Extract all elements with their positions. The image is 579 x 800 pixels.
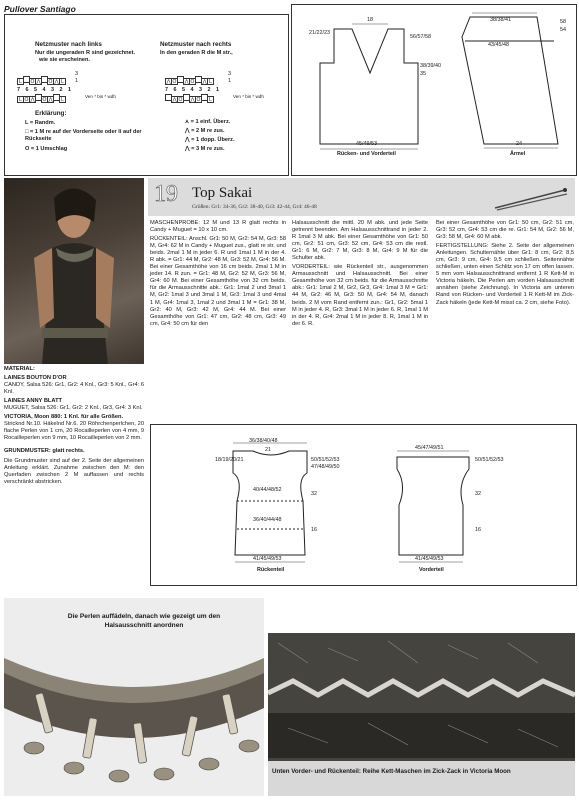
pattern-chart-box (4, 14, 289, 176)
dim-neck: 18 (367, 17, 373, 23)
page-header: Pullover Santiago (4, 4, 76, 14)
dim-side: 38/39/40 (420, 63, 441, 69)
bottom-schematic-box (150, 424, 577, 586)
model-photo (4, 178, 144, 364)
dim-front-16: 16 (475, 527, 481, 533)
dim-back-neck: 21 (265, 447, 271, 453)
dim-back-16: 16 (311, 527, 317, 533)
dim-back-low: 36/40/44/48 (253, 517, 282, 523)
dim-front-h: 50/51/52/53 (475, 457, 504, 463)
dim-back-top: 36/38/40/48 (249, 438, 278, 444)
dim-back-h2: 47/48/49/50 (311, 464, 340, 470)
material-tools: Stricknd Nr.10. Häkelnd Nr.6. 20 Röhrchenperlchen, 20 flache Perlen von 1 cm, 20 Rocailleperlen von 4 mm, 9 Rocailleperlen von 9 mm, 10 Rocailleperlen von 2 mm. (4, 421, 144, 442)
left-row-numbers: 7 6 5 4 3 2 1 (17, 87, 73, 93)
vorderteil-end-text: Bei einer Gesamthöhe von Gr1: 50 cm, Gr2: 51 cm, Gr3: 52 cm, Gr4: 53 cm die re. Gr1: 54 M, Gr2: 56 M, Gr3: 58 M, Gr4: 60 M abk. (436, 220, 574, 241)
pattern-right-title: Netzmuster nach rechts (160, 41, 232, 48)
material-line: VICTORIA, Moon 880: 1 Knl. für alle Größen. (4, 414, 124, 421)
dim-side-2: 35 (420, 71, 426, 77)
right-row-3: 3 (228, 71, 231, 77)
maschenprobe-text: MASCHENPROBE: 12 M und 13 R glatt rechts in Candy + Muguet = 10 x 10 cm. (150, 220, 286, 234)
grund-text: Die Grundmuster sind auf der 2. Seite der allgemeinen Anleitung erklärt. Zunahme zwischen den M: den Querfaden zwischen 2 M auffassen und rechts verschränkt abstricken. (4, 457, 144, 485)
chart-grid-right: ⋀ O ⋀ O ⋀ L ⋀ O ⋀ O L (165, 70, 213, 106)
halsausschnitt-text: Halsausschnitt die mittl. 20 M abk. und jede Seite getrennt beenden. Am Halsausschnittrand in jeder 2. R 1mal 3 M abk. Bei einer Gesamthöhe von Gr1: 50 cm, Gr2: 51 cm, Gr3: 52 cm, Gr4: 53 cm die restl. Gr1: 6 M, Gr2: 7 M, Gr3: 8 M, Gr4: 9 M für die Schulter abk. (292, 220, 428, 262)
article-number: 19 (154, 181, 178, 207)
dim-front-bottom: 41/45/49/53 (415, 556, 444, 562)
edge-photo (268, 633, 575, 796)
dim-back-arm: 18/19/20/21 (215, 457, 244, 463)
legend-right (185, 119, 280, 153)
dim-width: 45/49/53 (356, 141, 377, 147)
legend-item: ⋀ = 2 M re zus. (185, 127, 225, 134)
text-column-1 (150, 220, 286, 330)
dim-front-top: 45/47/49/51 (415, 445, 444, 451)
left-repeat-note: Ven * bis * wdh (85, 94, 116, 99)
material-heading: MATERIAL: (4, 366, 35, 372)
schematic-drawing-bottom (151, 425, 576, 585)
grund-heading: GRUNDMUSTER: glatt rechts. (4, 448, 85, 455)
right-repeat-note: Ven * bis * wdh (233, 94, 264, 99)
dim-height-left: 56/57/58 (410, 34, 431, 40)
dim-back-mid: 40/44/48/52 (253, 487, 282, 493)
dim-sleeve-top: 38/38/41 (490, 17, 511, 23)
schematic-drawing-top (292, 5, 576, 175)
left-row-3: 3 (75, 71, 78, 77)
top-caption-sleeve: Ärmel (510, 151, 526, 157)
right-row-numbers: 7 6 5 4 3 2 1 (165, 87, 221, 93)
legend-item: □ = 1 M re auf der Vorderseite oder li auf der Rückseite (25, 128, 142, 142)
material-section (4, 366, 144, 488)
right-row-1: 1 (228, 78, 231, 84)
model-figure (4, 178, 144, 364)
article-sizes: Größen: Gr1: 34-36, Gr2: 38-40, Gr3: 42-44, Gr4: 46-48 (192, 204, 317, 210)
dim-sleeve-h1: 58 (560, 19, 566, 25)
legend-item: O = 1 Umschlag (25, 145, 68, 152)
text-column-3 (436, 220, 574, 309)
left-row-1: 1 (75, 78, 78, 84)
rueckenteil-text: RÜCKENTEIL: Anschl. Gr1: 50 M, Gr2: 54 M, Gr3: 58 M, Gr4: 62 M in Candy + Muguet zus., glatt re str. und beids. 2mal 1 M in jeder 6. R und 1mal 1 M in der 4. R abk. = Gr1: 44 M, Gr2: 48 M, Gr3: 52 M, Gr4: 56 M. Bei einer Gesamthöhe von 16 cm beids. 2mal 1 M in jeder 14. R zun. = Gr1: 48 M, Gr2: 52 M, Gr3: 56 M, Gr4: 60 M. Bei einer Gesamthöhe von 32 cm beids. für die Armausschnitte abk.: Gr1: 1mal 2 und 3mal 1 M, Gr2: 1mal 3 und 3mal 1 M, Gr3: 1mal 3 und 4mal 1 M, Gr4: 1mal 3, 1mal 2 und 3mal 1 M = Gr1: 38 M, Gr2: 40 M, Gr3: 42 M, Gr4: 44 M. Bei einer Gesamthöhe von Gr1: 47 cm, Gr2: 48 cm, Gr3: 49 cm, Gr4: 50 cm für den (150, 236, 286, 327)
pattern-left-title: Netzmuster nach links (35, 41, 102, 48)
dim-back-h: 50/51/52/53 (311, 457, 340, 463)
pattern-left-sub-1: Nur die ungeraden R sind gezeichnet. (35, 50, 136, 56)
legend-item: ⋀ = 3 M re zus. (185, 145, 225, 152)
top-schematic-box (291, 4, 577, 176)
needles-icon (493, 186, 568, 212)
pattern-left-sub-2: wie sie erscheinen. (39, 57, 90, 63)
dim-sleeve-h2: 54 (560, 27, 566, 33)
legend-item: ⋏ = 1 einf. Überz. (185, 119, 231, 125)
chart-grid-left: L O ⋀ O ⋀ L L O ⋀ O ⋀ L (17, 70, 65, 106)
caption-back: Rückenteil (257, 567, 285, 573)
top-caption-body: Rücken- und Vorderteil (337, 151, 396, 157)
pattern-right-sub: In den geraden R die M str., (160, 50, 233, 56)
material-brand-2: LAINES ANNY BLATT (4, 398, 63, 405)
fertigstellung-text: FERTIGSTELLUNG: Siehe 2. Seite der allgemeinen Anleitungen. Schulternähte über Gr1: 8 cm, Gr2: 8,5 cm, Gr3: 9 cm, Gr4: 9,5 cm schließen. Seitennähte schließen, unten einen Schlitz von 17 cm offen lassen. 5 mm vom Halsausschnittrand entfernt 1 R Kett-M in Victoria häkeln. Die Perlen am vorden Halsausschnitt annähen (siehe Zeichnung). In Victoria am unteren Rand von Rücken- und Vorderteil 1 R Kett-M im Zick-Zack häkeln (jede Kett-M misst ca. 2 cm, siehe Foto). (436, 243, 574, 306)
dim-front-32: 32 (475, 491, 481, 497)
material-line: MUGUET, Salsa 526: Gr1, Gr2: 2 Knl., Gr3, Gr4: 3 Knl. (4, 405, 143, 412)
beads-photo (4, 598, 264, 796)
material-brand-1: LAINES BOUTON D'OR (4, 375, 67, 382)
legend-item: ⋀ = 1 dopp. Überz. (185, 136, 235, 143)
article-header (148, 178, 575, 216)
material-line: CANDY, Salsa 526: Gr1, Gr2: 4 Knl., Gr3: 5 Knl., Gr4: 6 Knl. (4, 382, 144, 396)
dim-sleeve-mid: 43/45/48 (488, 42, 509, 48)
article-title: Top Sakai (192, 185, 253, 201)
caption-front: Vorderteil (419, 567, 444, 573)
dim-back-32: 32 (311, 491, 317, 497)
dim-sleeve-bottom: 24 (516, 141, 522, 147)
edge-caption: Unten Vorder- und Rückenteil: Reihe Kett-Maschen im Zick-Zack in Victoria Moon (272, 768, 511, 775)
text-column-2 (292, 220, 428, 330)
vorderteil-text: VORDERTEIL: wie Rückenteil str., ausgenommen Armausschnitt und Halsausschnitt. Bei einer Gesamthöhe von 32 cm beids. für die Armausschnitte abk.: Gr1: 1mal 2 M, Gr2, Gr3, Gr4: 1mal 3 M = Gr1: 44 M, Gr2: 46 M, Gr3: 50 M, Gr4: 54 M, danach beids. 2 M vom Rand entfernt zun.: Gr1, Gr2: 5mal 1 M in jeder 4. R, Gr3: 3mal 1 M in jeder 6. R, 1mal 1 M in der 4. R, Gr4: 2mal 1 M in jeder 8. R, 1mal 1 M in der 6. R. (292, 264, 428, 327)
dim-armhole: 21/22/23 (309, 30, 330, 36)
legend-title: Erklärung: (35, 110, 67, 117)
legend-item: L = Randm. (25, 120, 56, 126)
dim-back-bottom: 41/45/49/53 (253, 556, 282, 562)
legend-left (25, 120, 150, 153)
beads-caption: Die Perlen auffädeln, danach wie gezeigt um den Halsausschnitt anordnen (67, 613, 221, 629)
